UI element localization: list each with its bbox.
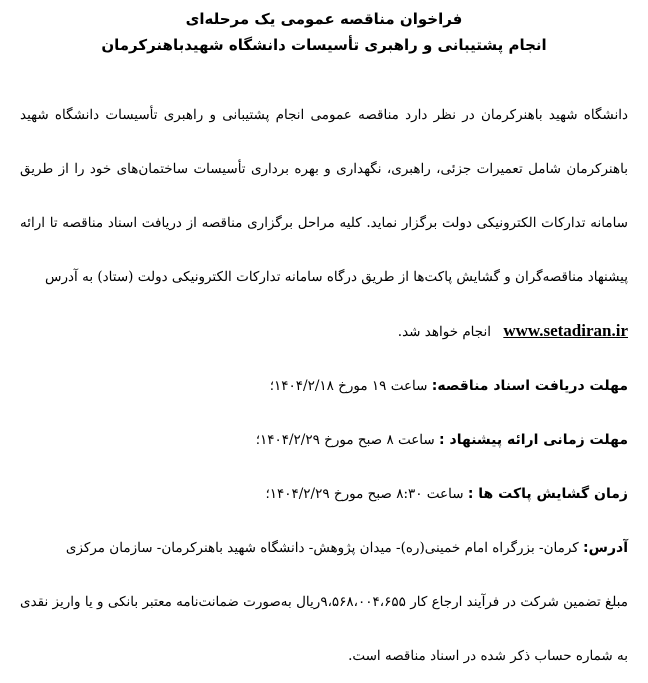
website-line — [20, 304, 628, 359]
field-value: ساعت ۱۹ مورخ ۱۴۰۴/۲/۱۸؛ — [269, 378, 428, 394]
field-document-deadline — [20, 359, 628, 413]
field-opening-time — [20, 467, 628, 521]
field-submission-deadline — [20, 413, 628, 467]
field-label: مهلت دریافت اسناد مناقصه: — [431, 378, 628, 394]
intro-end-text: انجام خواهد شد. — [397, 324, 492, 340]
notice-title: فراخوان مناقصه عمومی یک مرحله‌ای — [185, 10, 463, 28]
field-value: کرمان- بزرگراه امام خمینی(ره)- میدان پژوهش- دانشگاه شهید باهنرکرمان- سازمان مرکزی — [65, 540, 579, 556]
field-address — [20, 521, 628, 575]
tender-notice — [20, 6, 628, 683]
website-link[interactable]: www.setadiran.ir — [503, 321, 628, 340]
guarantee-paragraph: مبلغ تضمین شرکت در فرآیند ارجاع کار ۹،۵۶۸،۰۰۴،۶۵۵ریال به‌صورت ضمانت‌نامه معتبر بانکی و یا واریز نقدی به شماره حساب ذکر شده در اسناد مناقصه است. — [20, 594, 628, 664]
field-label: مهلت زمانی ارائه پیشنهاد : — [439, 432, 628, 448]
field-value: ساعت ۸:۳۰ صبح مورخ ۱۴۰۴/۲/۲۹؛ — [265, 486, 464, 502]
field-label: آدرس: — [583, 540, 628, 556]
intro-paragraph: دانشگاه شهید باهنرکرمان در نظر دارد مناقصه عمومی انجام پشتیبانی و راهبری تأسیسات دانشگاه شهید باهنرکرمان شامل تعمیرات جزئی، راهبری، نگهداری و بهره برداری تأسیسات ساختمان‌های خود را از طریق سامانه تدارکات الکترونیکی دولت برگزار نماید. کلیه مراحل برگزاری مناقصه از دریافت اسناد مناقصه تا ارائه پیشنهاد مناقصه‌گران و گشایش پاکت‌ها از طریق درگاه سامانه تدارکات الکترونیکی دولت (ستاد) به آدرس — [20, 107, 628, 285]
field-value: ساعت ۸ صبح مورخ ۱۴۰۴/۲/۲۹؛ — [255, 432, 435, 448]
field-label: زمان گشایش پاکت ها : — [467, 486, 628, 502]
notice-subtitle: انجام پشتیبانی و راهبری تأسیسات دانشگاه شهیدباهنرکرمان — [101, 36, 547, 54]
